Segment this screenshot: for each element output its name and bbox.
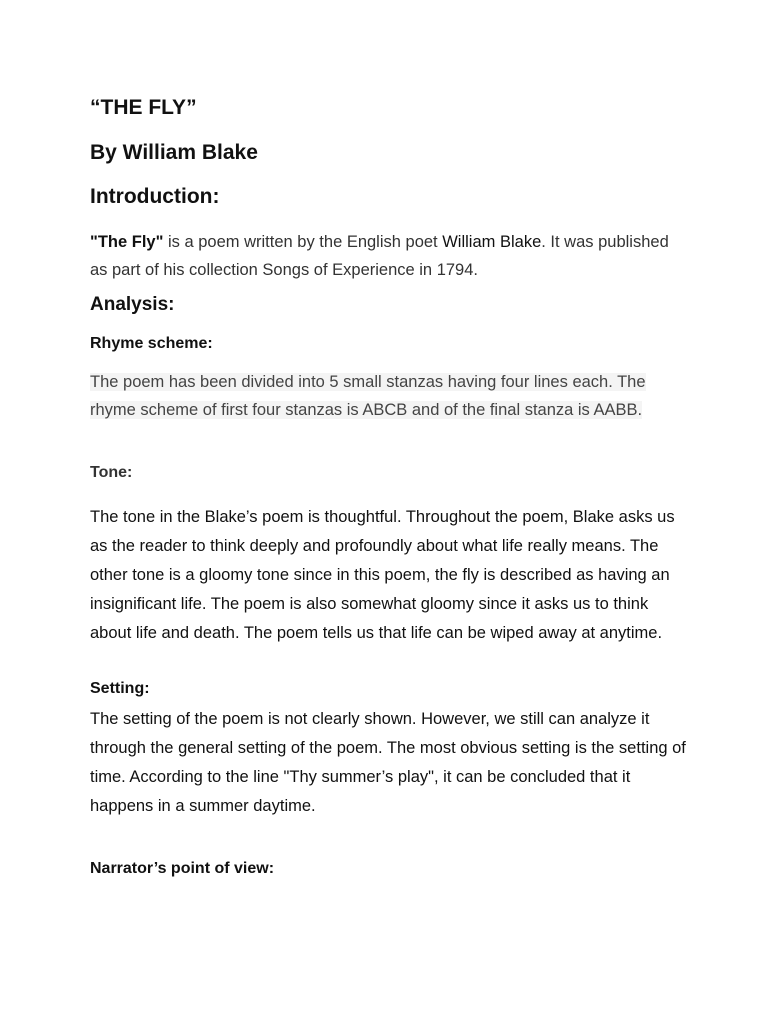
tone-paragraph: The tone in the Blake’s poem is thoughtful. Throughout the poem, Blake asks us as the reader to think deeply and profoundly about what life really means. The other tone is a gloomy tone since in this poem, the fly is described as having an insignificant life. The poem is also somewhat gloomy since it asks us to think about life and death. The poem tells us that life can be wiped away at anytime. — [90, 508, 675, 642]
introduction-paragraph — [90, 228, 670, 284]
intro-text-part1: is a poem written by the English poet — [163, 233, 443, 251]
rhyme-scheme-text: The poem has been divided into 5 small stanzas having four lines each. The rhyme scheme of first four stanzas is ABCB and of the final stanza is AABB. — [90, 373, 646, 419]
setting-heading: Setting: — [90, 680, 150, 697]
rhyme-scheme-paragraph — [90, 369, 680, 424]
tone-heading: Tone: — [90, 464, 133, 481]
setting-paragraph: The setting of the poem is not clearly shown. However, we still can analyze it through the general setting of the poem. The most obvious setting is the setting of time. According to the line "Thy summer’s play", it can be concluded that it happens in a summer daytime. — [90, 710, 686, 815]
intro-text-part2: . It was published as part of his collection Songs of Experience in 1794. — [90, 233, 669, 279]
document-author: By William Blake — [90, 141, 258, 164]
poem-title-bold: "The Fly" — [90, 233, 164, 251]
rhyme-scheme-heading: Rhyme scheme: — [90, 335, 213, 352]
narrator-heading: Narrator’s point of view: — [90, 860, 275, 877]
introduction-heading: Introduction: — [90, 185, 220, 208]
poet-name: William Blake — [442, 233, 542, 251]
analysis-heading: Analysis: — [90, 294, 175, 315]
document-title: “THE FLY” — [90, 96, 197, 119]
